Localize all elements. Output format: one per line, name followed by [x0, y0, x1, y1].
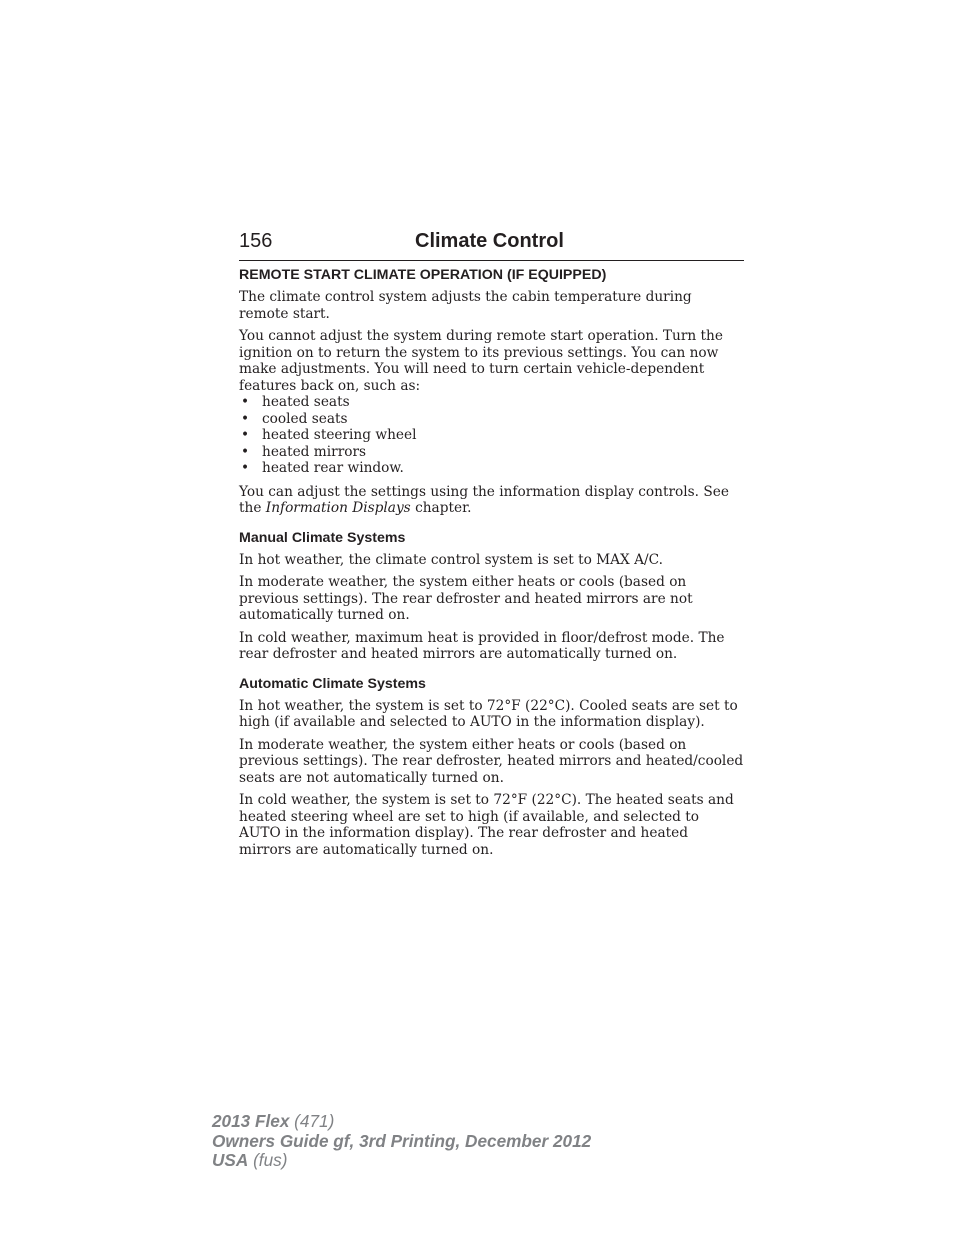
subheading-manual-climate: Manual Climate Systems [239, 529, 406, 546]
list-item [239, 444, 744, 461]
paragraph: In hot weather, the system is set to 72°F (22°C). Cooled seats are set to high (if available and selected to AUTO in the information display). [239, 697, 738, 730]
chapter-reference: Information Displays [265, 500, 411, 516]
subheading-automatic-climate: Automatic Climate Systems [239, 675, 426, 692]
list-item-text: heated mirrors [262, 443, 367, 460]
footer-guide: Owners Guide gf, 3rd Printing, December 2012 [212, 1130, 592, 1151]
list-item [239, 460, 744, 477]
paragraph-text: You can adjust the settings using the information display controls. See the [239, 483, 729, 516]
bullet-icon: • [241, 394, 250, 410]
footer-market-code: (fus) [248, 1150, 288, 1170]
paragraph [239, 484, 744, 517]
list-item-text: heated rear window. [262, 460, 404, 476]
footer-line-model [212, 1112, 591, 1132]
footer-line-market [212, 1151, 591, 1171]
paragraph: You cannot adjust the system during remote start operation. Turn the ignition on to return the system to its previous settings. You can now make adjustments. You will need to turn certain vehicle-dependent features back on, such as: [239, 328, 723, 394]
paragraph-text: chapter. [410, 500, 472, 516]
bullet-icon: • [241, 443, 250, 460]
bullet-icon: • [241, 460, 250, 476]
feature-list [239, 394, 744, 477]
list-item-text: heated seats [262, 394, 350, 410]
page-header [239, 229, 744, 261]
paragraph: In cold weather, the system is set to 72°F (22°C). The heated seats and heated steering wheel are set to high (if available, and selected to AUTO in the information display). The rear defroster and heated mirrors are automatically turned on. [239, 792, 734, 858]
paragraph: In moderate weather, the system either heats or cools (based on previous settings). The rear defroster and heated mirrors are not automatically turned on. [239, 574, 693, 623]
paragraph: The climate control system adjusts the cabin temperature during remote start. [239, 289, 692, 322]
paragraph: In cold weather, maximum heat is provided in floor/defrost mode. The rear defroster and heated mirrors are automatically turned on. [239, 629, 725, 662]
print-footer [212, 1112, 591, 1171]
chapter-title: Climate Control [415, 230, 564, 252]
footer-line-guide [212, 1132, 591, 1152]
list-item [239, 394, 744, 411]
list-item [239, 411, 744, 428]
footer-market: USA [212, 1150, 249, 1170]
paragraph: In hot weather, the climate control system is set to MAX A/C. [239, 551, 663, 568]
footer-model: 2013 Flex [212, 1111, 290, 1131]
page-number: 156 [239, 230, 273, 252]
paragraph: In moderate weather, the system either heats or cools (based on previous settings). The rear defroster, heated mirrors and heated/cooled seats are not automatically turned on. [239, 736, 744, 786]
list-item [239, 427, 744, 444]
list-item-text: heated steering wheel [262, 427, 417, 443]
bullet-icon: • [241, 410, 250, 427]
page-content [239, 266, 744, 864]
list-item-text: cooled seats [262, 410, 348, 427]
bullet-icon: • [241, 427, 250, 443]
footer-model-code: (471) [289, 1111, 335, 1131]
section-heading-remote-start: REMOTE START CLIMATE OPERATION (IF EQUIPPED) [239, 267, 607, 283]
